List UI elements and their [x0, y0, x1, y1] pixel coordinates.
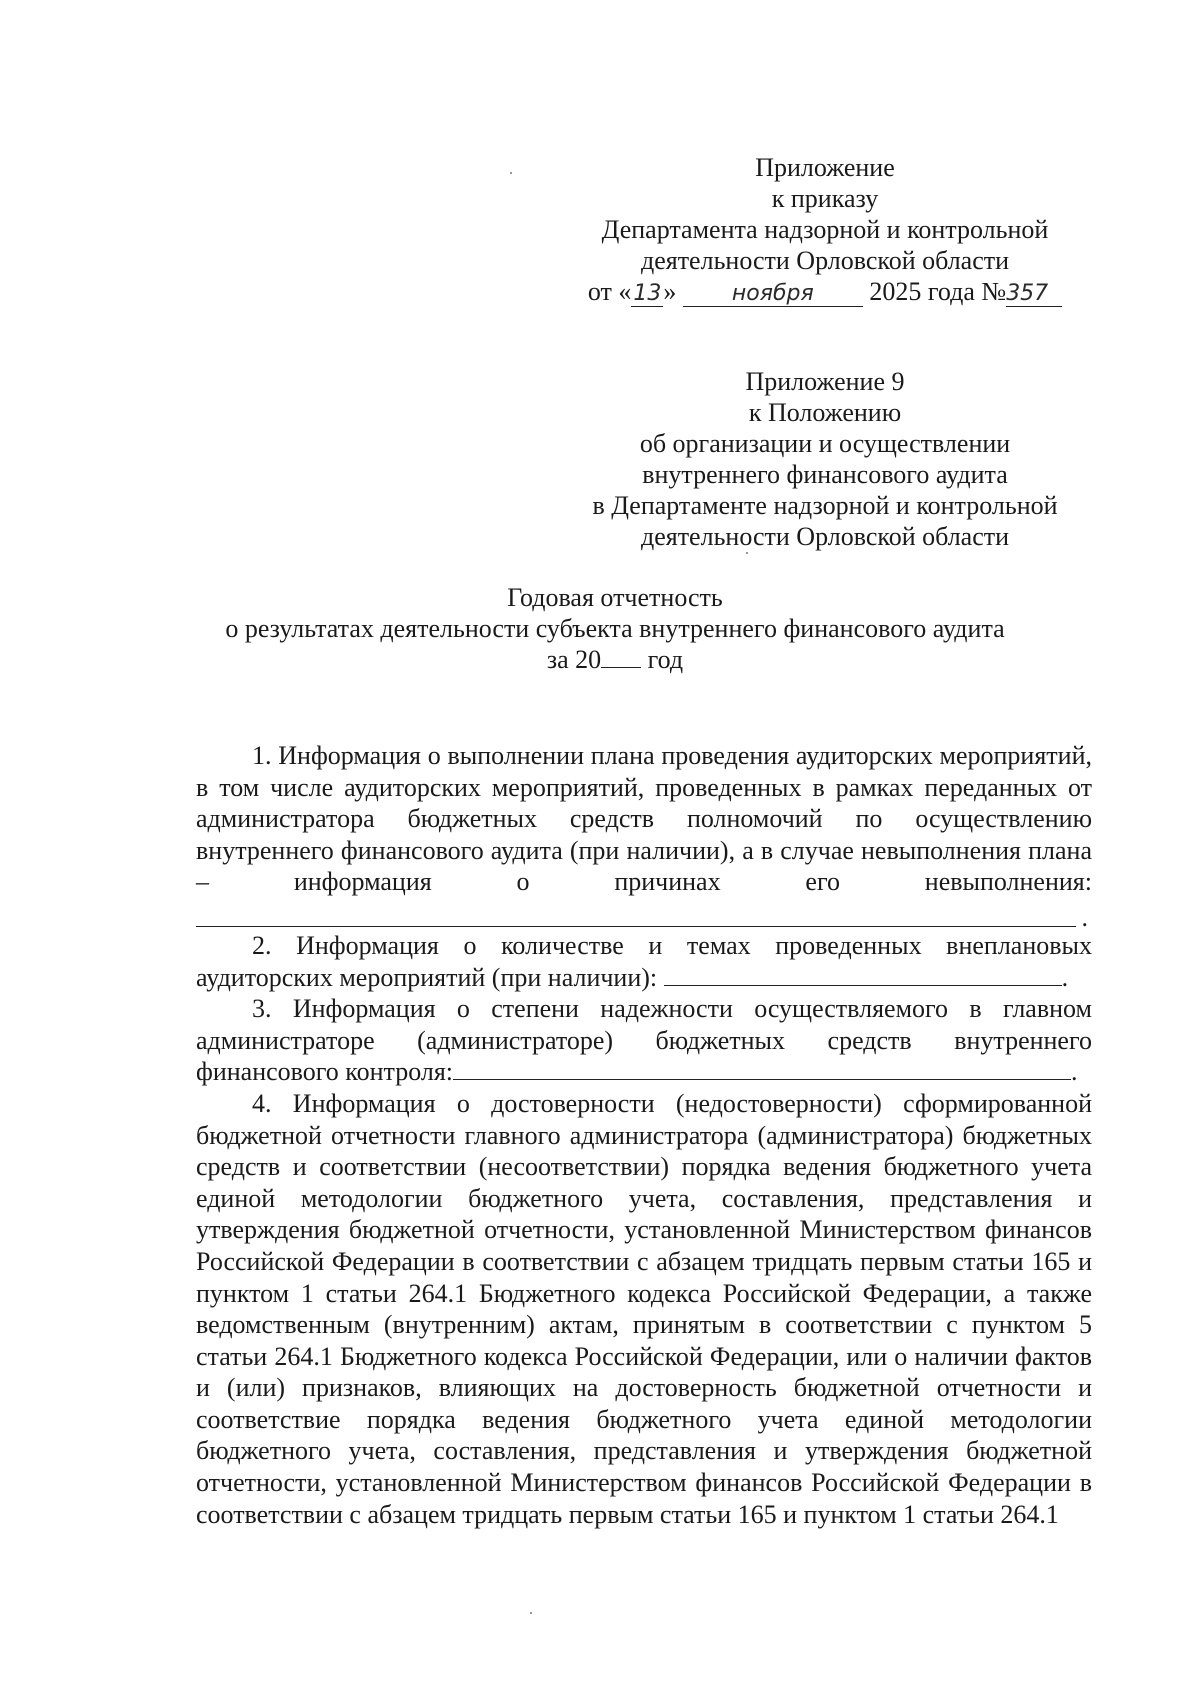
report-year-line [180, 644, 1050, 675]
date-prefix: от « [587, 277, 632, 306]
item-3-fill-line [453, 1059, 1071, 1080]
item-3-text: 3. Информация о степени надежности осуществляемого в главном администраторе (администраторе) бюджетных средств внутреннего финансового контроля: [196, 994, 1092, 1087]
date-month-handwritten: ноября [731, 281, 814, 306]
item-2 [196, 930, 1092, 993]
date-day-field [631, 280, 663, 307]
item-1 [196, 740, 1092, 898]
regulation-header [560, 366, 1090, 552]
regulation-line3: об организации и осуществлении [639, 429, 1011, 458]
attachment-to-order: к приказу [771, 184, 879, 213]
item-1-text: 1. Информация о выполнении плана проведения аудиторских мероприятий, в том числе аудиторских мероприятий, проведенных в рамках переданных от администратора бюджетных средств полномочий по осуществлению внутреннего финансового аудита (при наличии), а в случае невыполнения плана – информация о причинах его невыполнения: [196, 741, 1092, 897]
item-2-period: . [1061, 962, 1069, 992]
report-title-line1: Годовая отчетность [507, 583, 723, 612]
report-body [196, 740, 1092, 1530]
item-3-period: . [1071, 1057, 1078, 1087]
scan-speck [746, 552, 748, 554]
item-2-fill-line [664, 965, 1062, 986]
scan-speck [530, 1612, 532, 1614]
date-day-handwritten: 13 [633, 281, 662, 306]
regulation-line6: деятельности Орловской области [640, 522, 1010, 551]
item-4 [196, 1088, 1092, 1530]
regulation-title: Приложение 9 [745, 367, 905, 396]
item-4-text: 4. Информация о достоверности (недостоверности) сформированной бюджетной отчетности главного администратора (администратора) бюджетных средств и соответствии (несоответствии) порядка ведения бюджетного учета единой методологии бюджетного учета, составления, представления и утверждения бюджетной отчетности, установленной Министерством финансов Российской Федерации в соответствии с абзацем тридцать первым статьи 165 и пунктом 1 статьи 264.1 Бюджетного кодекса Российской Федерации, а также ведомственным (внутренним) актам, принятым в соответствии с пунктом 5 статьи 264.1 Бюджетного кодекса Российской Федерации, или о наличии фактов и (или) признаков, влияющих на достоверность бюджетной отчетности и соответствие порядка ведения бюджетного учета единой методологии бюджетного учета, составления, представления и утверждения бюджетной отчетности, установленной Министерством финансов Российской Федерации в соответствии с абзацем тридцать первым статьи 165 и пунктом 1 статьи 264.1 [196, 1088, 1092, 1529]
report-year-suffix: год [647, 645, 684, 674]
regulation-line4: внутреннего финансового аудита [642, 460, 1008, 489]
order-date-line [560, 276, 1090, 307]
report-title-line2: о результатах деятельности субъекта внутреннего финансового аудита [225, 614, 1005, 643]
attachment-department-line1: Департамента надзорной и контрольной [601, 215, 1049, 244]
regulation-line2: к Положению [748, 398, 902, 427]
item-2-text: 2. Информация о количестве и темах проведенных внеплановых аудиторских мероприятий (при наличии): [196, 930, 1092, 992]
order-number-handwritten: 357 [1006, 281, 1049, 306]
item-1-fill-line [196, 904, 1076, 927]
attachment-header [560, 152, 1090, 307]
report-year-blank [601, 645, 641, 668]
order-number-field [1006, 280, 1062, 307]
attachment-department-line2: деятельности Орловской области [640, 246, 1010, 275]
report-year-prefix: за 20 [546, 645, 602, 674]
date-month-field [683, 280, 863, 307]
regulation-line5: в Департаменте надзорной и контрольной [592, 491, 1058, 520]
item-3 [196, 993, 1092, 1088]
date-year-text: 2025 года № [869, 277, 1007, 306]
attachment-title: Приложение [755, 153, 895, 182]
date-mid: » [663, 277, 677, 306]
report-title [180, 582, 1050, 675]
scan-speck [510, 172, 512, 174]
